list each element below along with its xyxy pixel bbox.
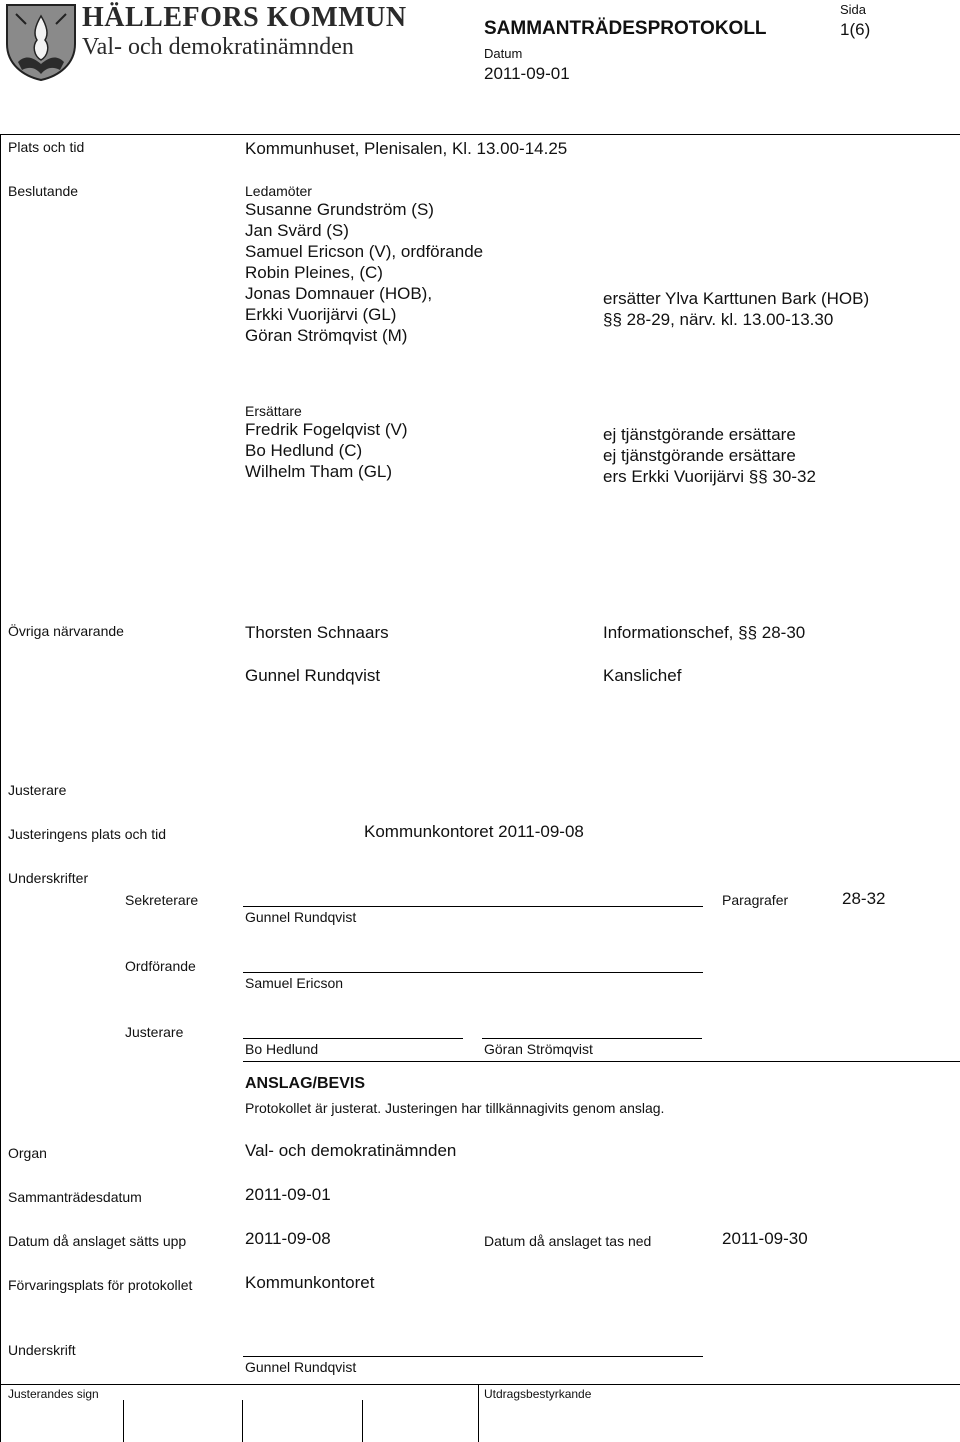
paragrafer-value: 28-32 — [842, 889, 886, 908]
anslag-ned-value: 2011-09-30 — [722, 1229, 808, 1248]
logo-subtitle: Val- och demokratinämnden — [82, 34, 354, 60]
ledamoter-list — [245, 199, 483, 346]
ovriga-role: Informationschef, §§ 28-30 — [603, 623, 806, 642]
ordforande-signature-line — [243, 972, 703, 973]
sekreterare-name: Gunnel Rundqvist — [245, 909, 357, 925]
plats-label: Plats och tid — [8, 139, 85, 155]
underskrift-signature-line — [243, 1356, 703, 1357]
plats-value: Kommunhuset, Plenisalen, Kl. 13.00-14.25 — [245, 139, 568, 158]
underskrifter-label: Underskrifter — [8, 870, 89, 886]
anslag-text: Protokollet är justerat. Justeringen har tillkännagivits genom anslag. — [245, 1100, 665, 1116]
substitution-note-line: ersätter Ylva Karttunen Bark (HOB) — [603, 289, 870, 308]
sekreterare-label: Sekreterare — [125, 892, 199, 908]
member-entry: Robin Pleines, (C) — [245, 263, 383, 282]
member-entry: Susanne Grundström (S) — [245, 200, 434, 219]
member-entry: Jonas Domnauer (HOB), — [245, 284, 433, 303]
ovriga-name: Thorsten Schnaars — [245, 623, 389, 642]
ovriga-role: Kanslichef — [603, 666, 682, 685]
frame-top-rule — [0, 134, 960, 135]
substitution-note — [603, 288, 869, 330]
paragrafer-label: Paragrafer — [722, 892, 789, 908]
ordforande-label: Ordförande — [125, 958, 196, 974]
ersattare-entry: Bo Hedlund (C) — [245, 441, 363, 460]
ovriga-name: Gunnel Rundqvist — [245, 666, 381, 685]
ersattare-list — [245, 419, 407, 482]
sammantradesdatum-label: Sammanträdesdatum — [8, 1189, 142, 1205]
ersattare-entry: Wilhelm Tham (GL) — [245, 462, 393, 481]
ersattare-note: ej tjänstgörande ersättare — [603, 425, 796, 444]
underskrift-label: Underskrift — [8, 1342, 76, 1358]
anslag-upp-value: 2011-09-08 — [245, 1229, 331, 1248]
member-entry: Jan Svärd (S) — [245, 221, 349, 240]
page-number: 1(6) — [840, 20, 871, 39]
footer-rule — [0, 1384, 960, 1385]
sammantradesdatum-value: 2011-09-01 — [245, 1185, 331, 1204]
ersattare-note: ej tjänstgörande ersättare — [603, 446, 796, 465]
date-label: Datum — [484, 46, 523, 61]
anslag-rule — [243, 1061, 960, 1062]
forvaringsplats-value: Kommunkontoret — [245, 1273, 375, 1292]
justering-place-value: Kommunkontoret 2011-09-08 — [364, 822, 584, 841]
member-entry: Samuel Ericson (V), ordförande — [245, 242, 484, 261]
anslag-title: ANSLAG/BEVIS — [245, 1075, 366, 1092]
ersattare-notes — [603, 424, 816, 487]
underskrift-name: Gunnel Rundqvist — [245, 1359, 357, 1375]
justerare-name-1: Bo Hedlund — [245, 1041, 319, 1057]
sign-box-divider — [123, 1400, 124, 1442]
anslag-upp-label: Datum då anslaget sätts upp — [8, 1233, 187, 1249]
logo-title: HÄLLEFORS KOMMUN — [82, 2, 407, 33]
justerare-name-2: Göran Strömqvist — [484, 1041, 593, 1057]
sign-box-divider — [362, 1400, 363, 1442]
municipal-logo — [4, 0, 407, 84]
justerare-signature-line-2 — [482, 1038, 702, 1039]
justerare-sign-label: Justerare — [125, 1024, 184, 1040]
ersattare-label: Ersättare — [245, 403, 302, 419]
coat-of-arms-icon — [4, 2, 78, 82]
anslag-ned-label: Datum då anslaget tas ned — [484, 1233, 652, 1249]
member-entry: Göran Strömqvist (M) — [245, 326, 408, 345]
justerare-signature-line-1 — [243, 1038, 463, 1039]
beslutande-label: Beslutande — [8, 183, 79, 199]
justerare-label: Justerare — [8, 782, 67, 798]
frame-left-rule — [0, 134, 1, 1442]
sign-box-divider — [242, 1400, 243, 1442]
organ-label: Organ — [8, 1145, 47, 1161]
ovriga-label: Övriga närvarande — [8, 623, 124, 639]
substitution-note-line: §§ 28-29, närv. kl. 13.00-13.30 — [603, 310, 834, 329]
sekreterare-signature-line — [243, 906, 703, 907]
justerandes-sign-label: Justerandes sign — [8, 1387, 99, 1401]
member-entry: Erkki Vuorijärvi (GL) — [245, 305, 397, 324]
page-label: Sida — [840, 2, 867, 17]
ordforande-name: Samuel Ericson — [245, 975, 344, 991]
document-title: SAMMANTRÄDESPROTOKOLL — [484, 18, 767, 39]
utdragsbestyrkande-label: Utdragsbestyrkande — [484, 1387, 592, 1401]
ersattare-note: ers Erkki Vuorijärvi §§ 30-32 — [603, 467, 816, 486]
date-value: 2011-09-01 — [484, 64, 570, 83]
forvaringsplats-label: Förvaringsplats för protokollet — [8, 1277, 193, 1293]
sign-box-divider — [478, 1384, 479, 1442]
ledamoter-label: Ledamöter — [245, 183, 312, 199]
justering-place-label: Justeringens plats och tid — [8, 826, 166, 842]
ersattare-entry: Fredrik Fogelqvist (V) — [245, 420, 408, 439]
organ-value: Val- och demokratinämnden — [245, 1141, 457, 1160]
